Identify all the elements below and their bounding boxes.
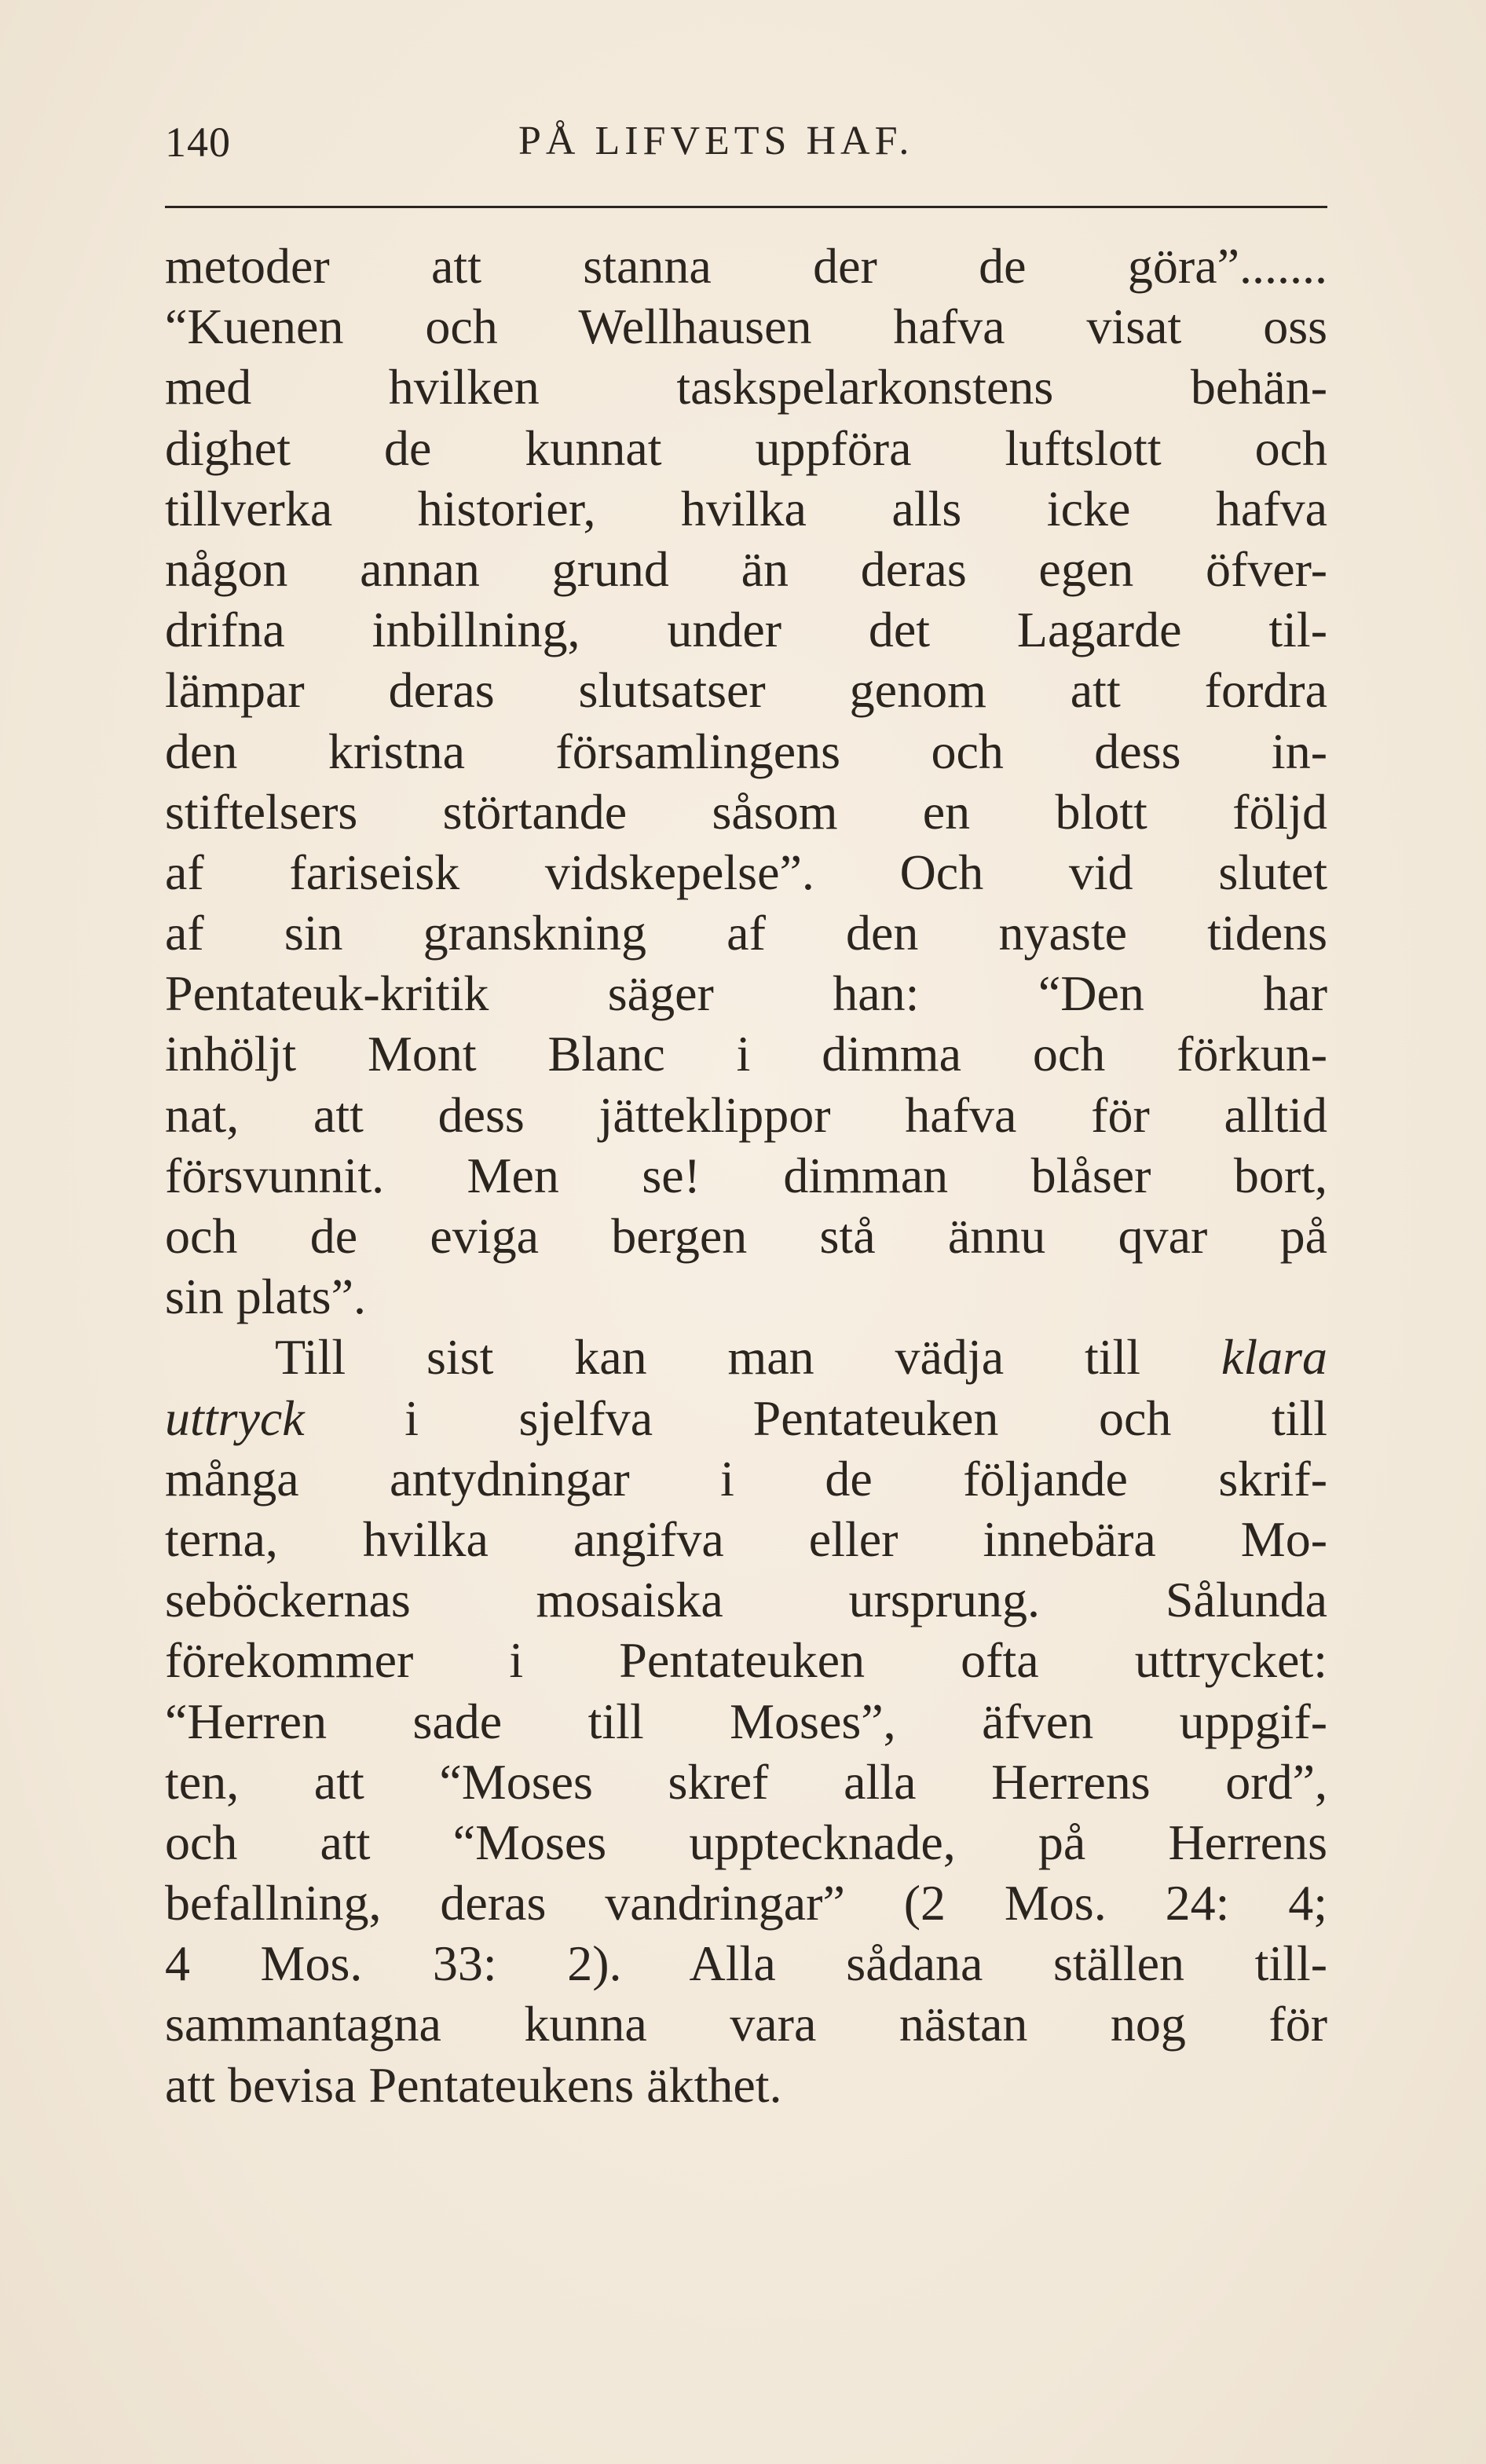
page-header [165,118,1327,181]
text-line: många antydningar i de följande skrif- [165,1450,1327,1507]
text-line: stiftelsers störtande såsom en blott följd [165,783,1327,840]
text-line [165,1388,1327,1448]
text-line: 4 Mos. 33: 2). Alla sådana ställen till- [165,1935,1327,1992]
text-line: någon annan grund än deras egen öfver- [165,540,1327,597]
body-text [165,236,1327,2115]
text-line: att bevisa Pentateukens äkthet. [165,2056,782,2113]
text-line: metoder att stanna der de göra”....... [165,238,1327,294]
text-line: och de eviga bergen stå ännu qvar på [165,1208,1327,1264]
text-line: lämpar deras slutsatser genom att fordra [165,662,1327,719]
italic-text: uttryck [165,1389,305,1446]
page-number: 140 [165,119,231,166]
text-run: Till sist kan man vädja till [275,1329,1141,1386]
text-line: “Herren sade till Moses”, äfven uppgif- [165,1693,1327,1749]
text-line: terna, hvilka angifva eller innebära Mo- [165,1510,1327,1567]
text-line: inhöljt Mont Blanc i dimma och förkun- [165,1026,1327,1082]
text-line: försvunnit. Men se! dimman blåser bort, [165,1147,1327,1203]
text-line: sammantagna kunna vara nästan nog för [165,1996,1327,2052]
text-line: Pentateuk-kritik säger han: “Den har [165,965,1327,1022]
text-line: af fariseisk vidskepelse”. Och vid slutet [165,844,1327,900]
text-line: dighet de kunnat uppföra luftslott och [165,419,1327,476]
text-line: befallning, deras vandringar” (2 Mos. 24: 4; [165,1875,1327,1931]
header-rule [165,206,1327,208]
text-line: ten, att “Moses skref alla Herrens ord”, [165,1753,1327,1810]
text-line: med hvilken taskspelarkonstens behän- [165,359,1327,416]
text-line: af sin granskning af den nyaste tidens [165,905,1327,961]
text-line: seböckernas mosaiska ursprung. Sålunda [165,1572,1327,1628]
text-run: i sjelfva Pentateuken och till [404,1389,1327,1446]
text-line: tillverka historier, hvilka alls icke hafva [165,480,1327,536]
text-line: sin plats”. [165,1269,366,1325]
text-line: den kristna församlingens och dess in- [165,723,1327,779]
text-line: drifna inbillning, under det Lagarde til- [165,602,1327,658]
running-title: PÅ LIFVETS HAF. [518,119,914,163]
italic-text: klara [1221,1329,1327,1386]
text-line: förekommer i Pentateuken ofta uttrycket: [165,1632,1327,1689]
text-line: och att “Moses upptecknade, på Herrens [165,1814,1327,1870]
text-line: “Kuenen och Wellhausen hafva visat oss [165,298,1327,355]
text-line: nat, att dess jätteklippor hafva för alltid [165,1086,1327,1143]
text-line [165,1327,1327,1387]
